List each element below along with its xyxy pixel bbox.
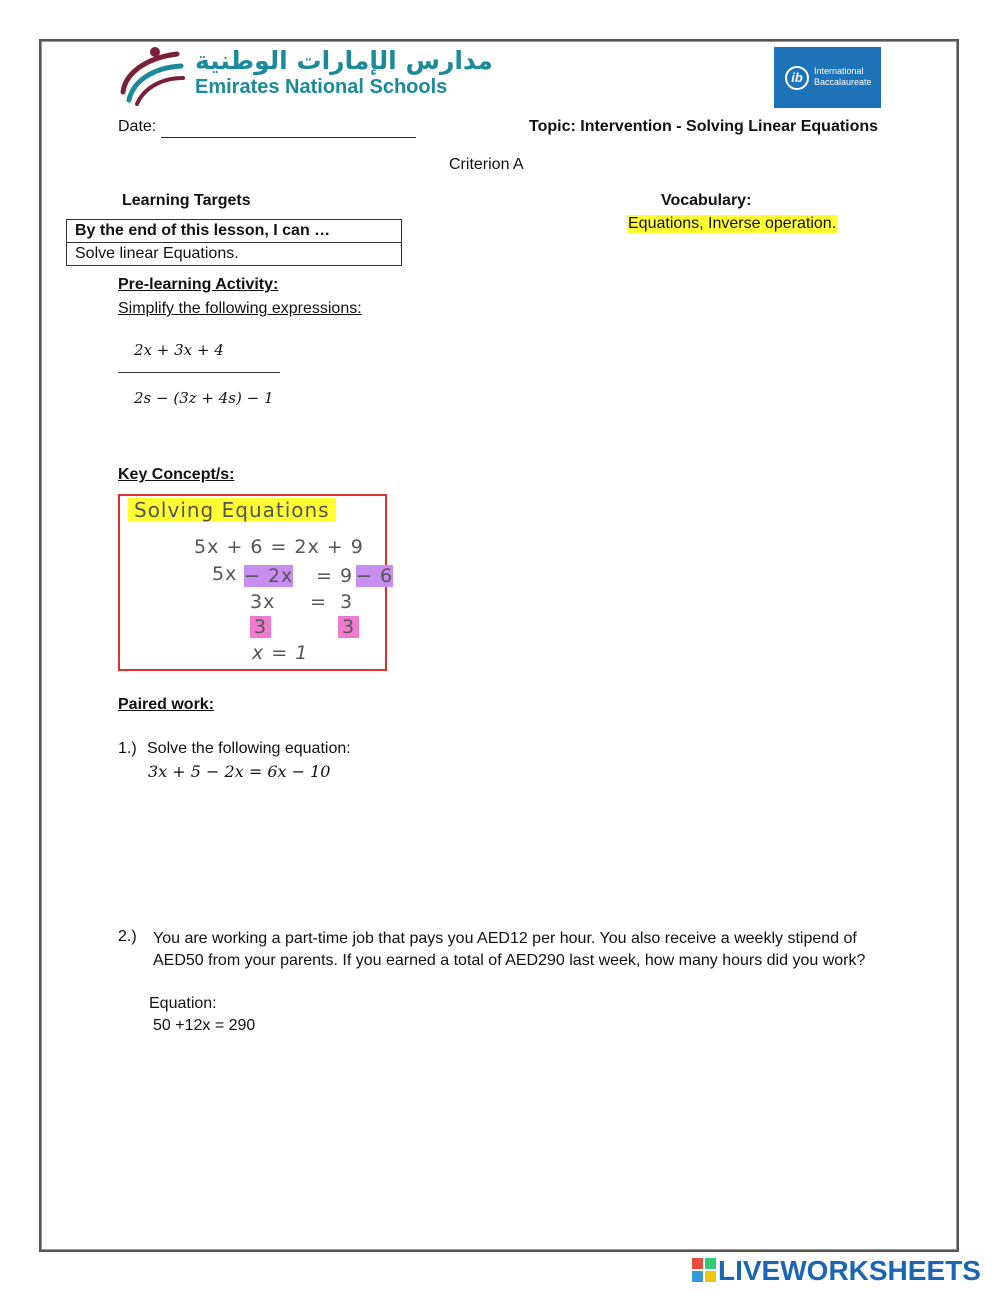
key-step-3a: 3x <box>250 591 276 613</box>
pre-learning-instruction: Simplify the following expressions: <box>118 300 362 317</box>
key-step-1: 5x + 6 = 2x + 9 <box>194 536 364 558</box>
key-concept-image <box>118 494 394 671</box>
key-concept-heading: Key Concept/s: <box>118 466 235 483</box>
question-1-text: Solve the following equation: <box>147 740 351 757</box>
key-step-4b: 3 <box>338 616 359 638</box>
question-2-equation: 50 +12x = 290 <box>153 1017 256 1034</box>
key-concept-title: Solving Equations <box>128 498 336 522</box>
topic-title: Topic: Intervention - Solving Linear Equations <box>529 118 879 135</box>
vocabulary-words: Equations, Inverse operation. <box>628 215 837 232</box>
learning-targets-heading: Learning Targets <box>122 192 251 209</box>
key-step-3b: = <box>310 591 327 613</box>
learning-targets-row-cell: Solve linear Equations. <box>67 243 402 266</box>
criterion-label: Criterion A <box>449 156 524 173</box>
date-input-line[interactable] <box>161 137 416 138</box>
liveworksheets-brand[interactable]: LIVEWORKSHEETS <box>718 1255 981 1286</box>
key-step-2a: 5x <box>212 563 238 585</box>
question-1-equation: 3x + 5 − 2x = 6x − 10 <box>148 762 331 781</box>
pre-learning-heading: Pre-learning Activity: <box>118 276 279 293</box>
school-name-arabic: مدارس الإمارات الوطنية <box>195 46 493 75</box>
paired-work-heading: Paired work: <box>118 696 215 713</box>
ib-mark-icon: ib <box>785 66 809 90</box>
vocabulary-heading: Vocabulary: <box>661 192 752 209</box>
key-step-2d: − 6 <box>356 565 394 587</box>
key-step-3c: 3 <box>340 591 354 613</box>
key-step-5: x = 1 <box>252 642 309 664</box>
question-2-equation-label: Equation: <box>149 995 217 1012</box>
question-2-text: You are working a part-time job that pays you AED12 per hour. You also receive a weekly stipend of AED50 from your parents. If you earned a total of AED290 last week, how many hours did you work? <box>153 930 866 969</box>
key-step-2c: = 9 <box>316 565 354 587</box>
expression-1: 2x + 3x + 4 <box>134 341 224 359</box>
expression-2: 2s − (3z + 4s) − 1 <box>134 389 274 407</box>
ib-line2: Baccalaureate <box>814 77 872 87</box>
date-label: Date: <box>118 118 157 135</box>
liveworksheets-logo-icon <box>692 1258 716 1282</box>
key-step-2b: − 2x <box>244 565 294 587</box>
ib-logo <box>774 47 881 108</box>
question-2-number: 2.) <box>118 928 137 945</box>
answer-line-1[interactable] <box>118 372 280 373</box>
learning-targets-header-cell: By the end of this lesson, I can … <box>67 220 402 243</box>
ib-line1: International <box>814 66 864 76</box>
key-step-4a: 3 <box>250 616 271 638</box>
school-name-english: Emirates National Schools <box>195 76 448 98</box>
school-logo-icon <box>115 44 187 106</box>
learning-targets-table <box>66 219 402 266</box>
question-1-number: 1.) <box>118 740 137 757</box>
